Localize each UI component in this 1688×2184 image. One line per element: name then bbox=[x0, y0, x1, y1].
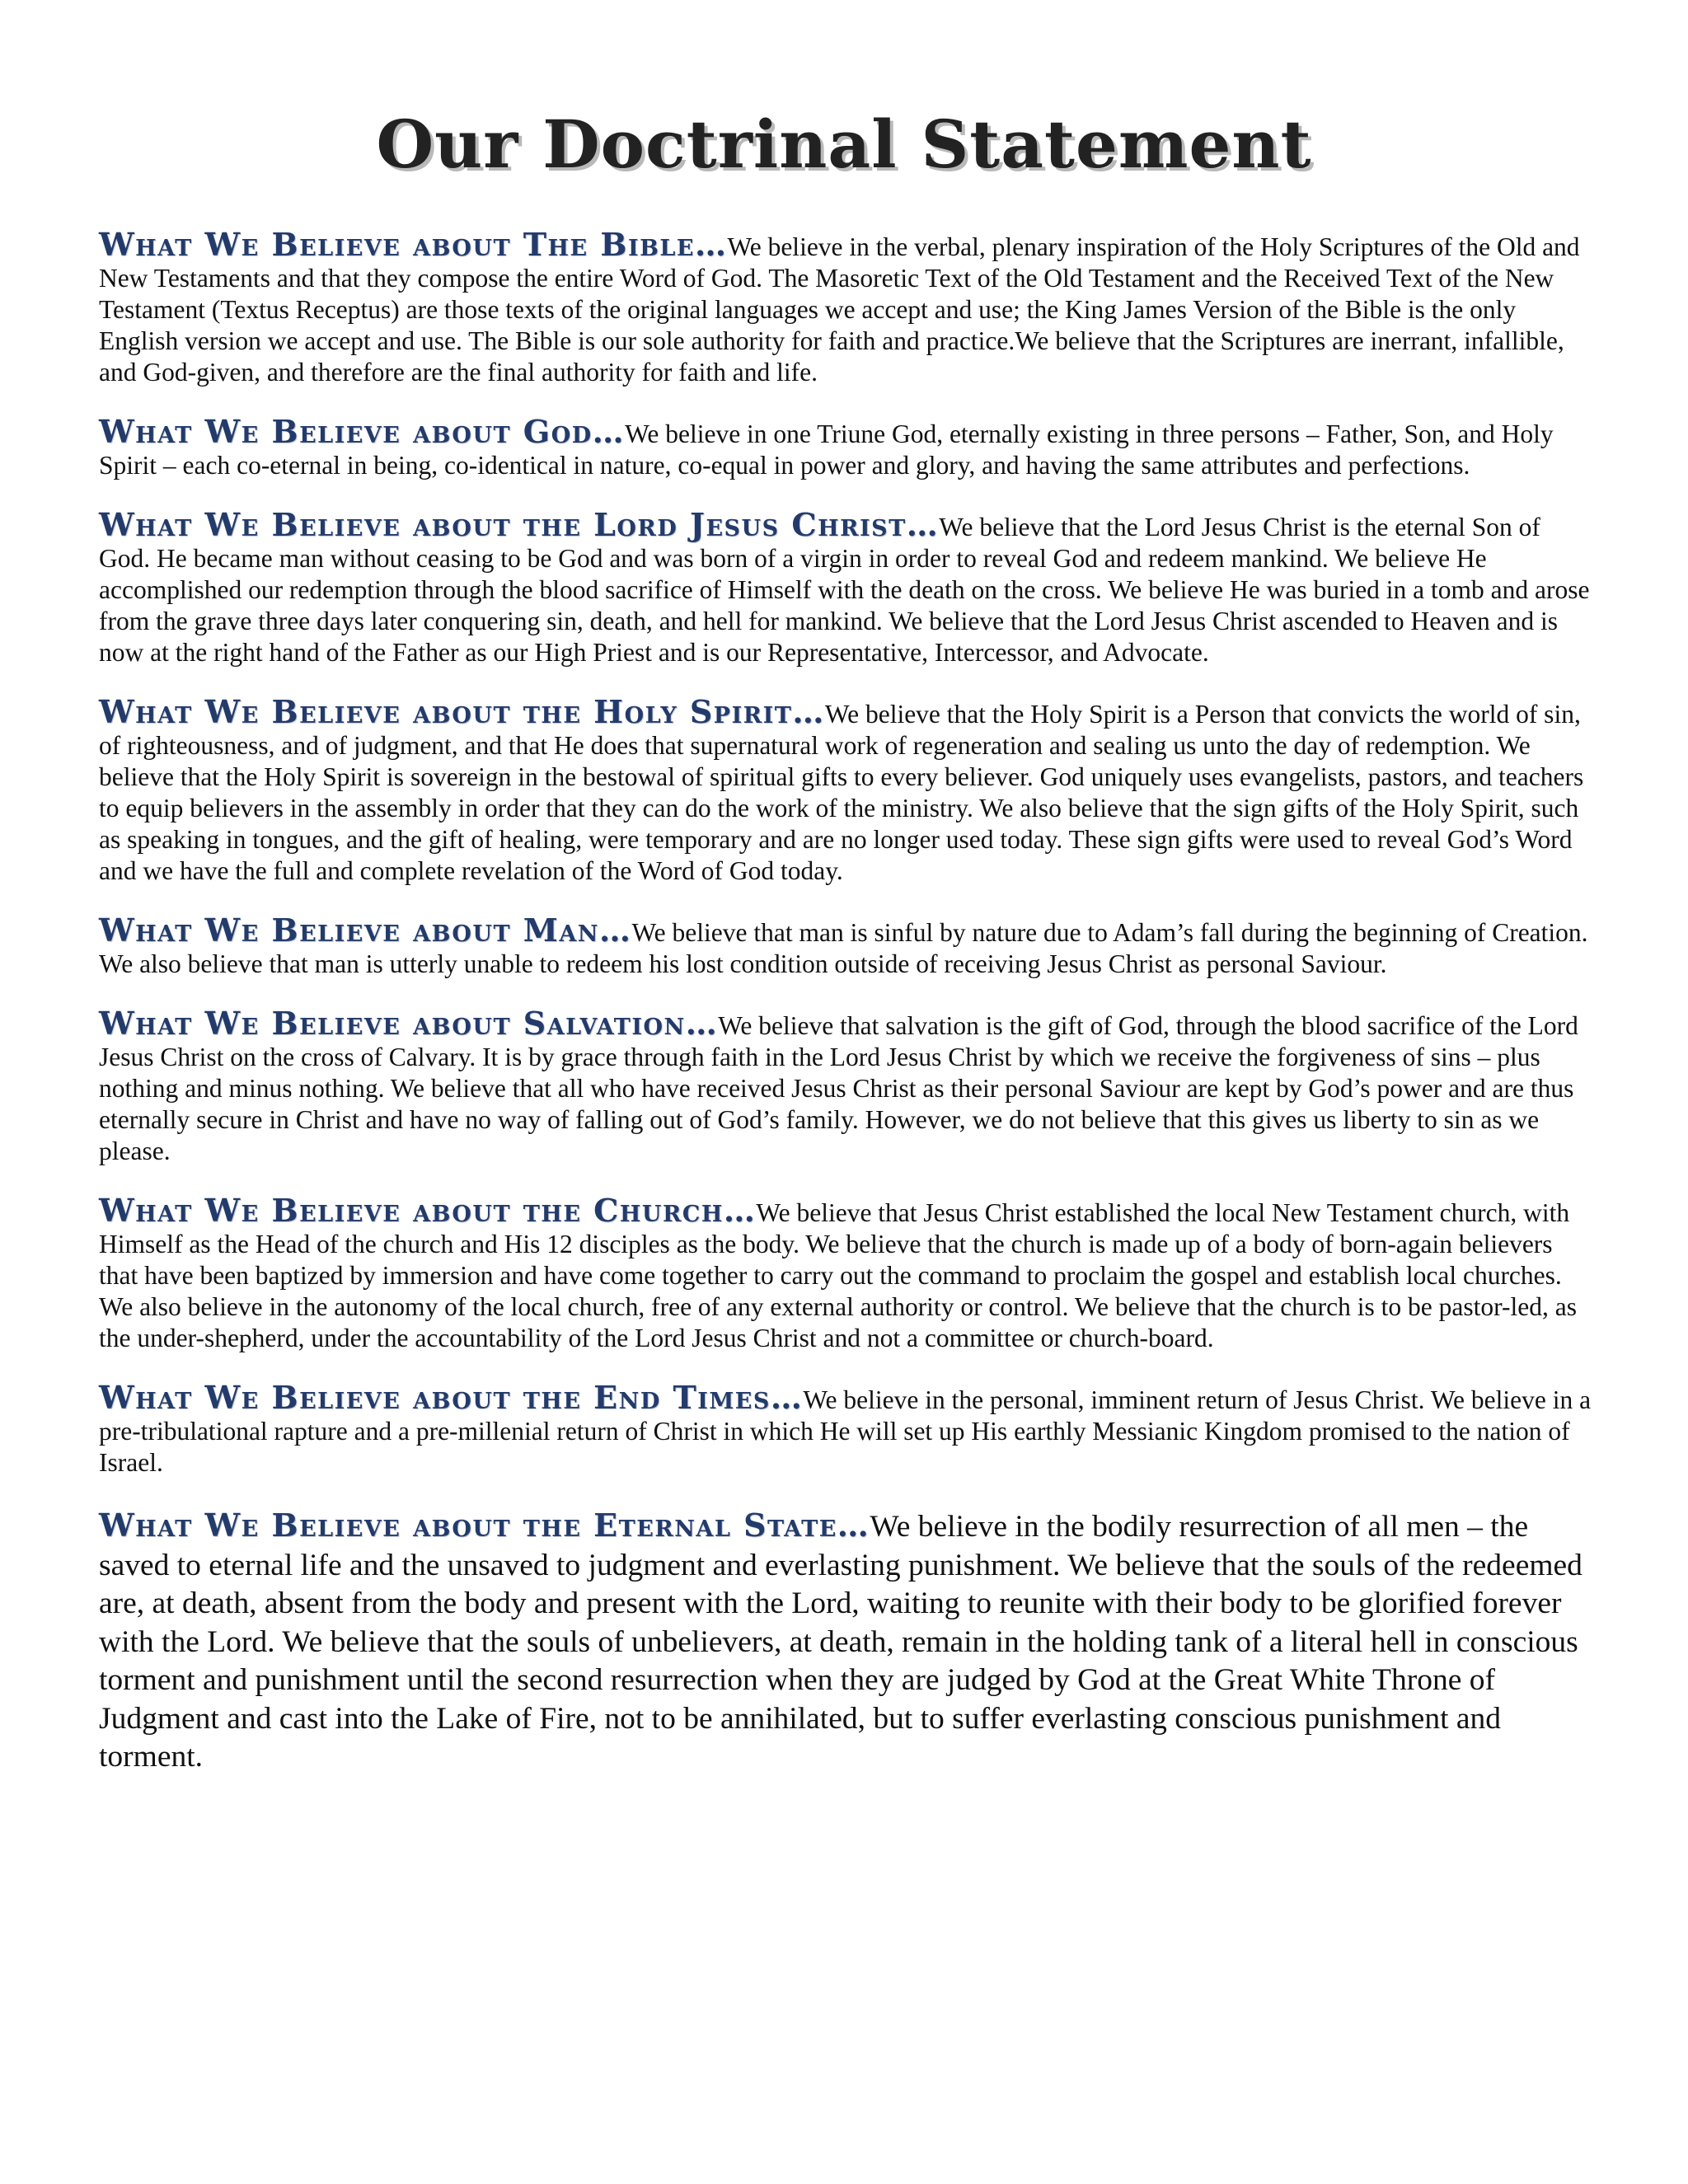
section-church bbox=[99, 1192, 1592, 1354]
section-bible bbox=[99, 226, 1592, 388]
section-salvation bbox=[99, 1005, 1592, 1167]
doctrinal-sections bbox=[99, 226, 1592, 1805]
section-man bbox=[99, 912, 1592, 980]
section-heading: What We Believe about Man… bbox=[99, 912, 632, 949]
section-heading: What We Believe about God… bbox=[99, 413, 626, 450]
section-text: We believe in the bodily resurrection of all men – the saved to eternal life and the unsaved to judgment and everlasting punishment. We believe that the souls of the redeemed are, at death, absent from the body and present with the Lord, waiting to reunite with their body to be glorified forever with the Lord. We believe that the souls of unbelievers, at death, remain in the holding tank of a literal hell in conscious torment and punishment until the second resurrection when they are judged by God at the Great White Throne of Judgment and cast into the Lake of Fire, not to be annihilated, but to suffer everlasting conscious punishment and torment. bbox=[99, 1510, 1582, 1774]
section-end-times bbox=[99, 1379, 1592, 1479]
section-jesus-christ bbox=[99, 506, 1592, 668]
section-heading: What We Believe about Salvation… bbox=[99, 1005, 719, 1042]
section-text: We believe that man is sinful by nature due to Adam’s fall during the beginning of Creation. We also believe that man is utterly unable to redeem his lost condition outside of receiving Jesus Christ as personal Saviour. bbox=[99, 918, 1588, 978]
section-text: We believe in one Triune God, eternally existing in three persons – Father, Son, and Holy Spirit – each co-eternal in being, co-identical in nature, co-equal in power and glory, and having the same attributes and perfections. bbox=[99, 419, 1554, 480]
section-heading: What We Believe about the Holy Spirit… bbox=[99, 693, 825, 730]
section-heading: What We Believe about the End Times… bbox=[99, 1379, 804, 1416]
page-title: Our Doctrinal Statement bbox=[376, 105, 1312, 183]
section-text: We believe that Jesus Christ established the local New Testament church, with Himself as the Head of the church and His 12 disciples as the body. We believe that the church is made up of a body of born-again believers that have been baptized by immersion and have come together to carry out the command to proclaim the gospel and establish local churches. We also believe in the autonomy of the local church, free of any external authority or control. We believe that the church is to be pastor-led, as the under-shepherd, under the accountability of the Lord Jesus Christ and not a committee or church-board. bbox=[99, 1198, 1577, 1352]
section-eternal-state bbox=[99, 1507, 1592, 1777]
section-text: We believe in the personal, imminent return of Jesus Christ. We believe in a pre-tribulational rapture and a pre-millenial return of Christ in which He will set up His earthly Messianic Kingdom promised to the nation of Israel. bbox=[99, 1385, 1592, 1477]
section-text: We believe that salvation is the gift of God, through the blood sacrifice of the Lord Jesus Christ on the cross of Calvary. It is by grace through faith in the Lord Jesus Christ by which we receive the forgiveness of sins – plus nothing and minus nothing. We believe that all who have received Jesus Christ as their personal Saviour are kept by God’s power and are thus eternally secure in Christ and have no way of falling out of God’s family. However, we do not believe that this gives us liberty to sin as we please. bbox=[99, 1011, 1578, 1165]
section-text: We believe that the Lord Jesus Christ is the eternal Son of God. He became man without ceasing to be God and was born of a virgin in order to reveal God and redeem mankind. We believe He accomplished our redemption through the blood sacrifice of Himself with the death on the cross. We believe He was buried in a tomb and arose from the grave three days later conquering sin, death, and hell for mankind. We believe that the Lord Jesus Christ ascended to Heaven and is now at the right hand of the Father as our High Priest and is our Representative, Intercessor, and Advocate. bbox=[99, 513, 1590, 667]
section-heading: What We Believe about the Lord Jesus Christ… bbox=[99, 506, 940, 543]
section-god bbox=[99, 413, 1592, 481]
section-text: We believe that the Holy Spirit is a Person that convicts the world of sin, of righteousness, and of judgment, and that He does that supernatural work of regeneration and sealing us unto the day of redemption. We believe that the Holy Spirit is sovereign in the bestowal of spiritual gifts to every believer. God uniquely uses evangelists, pastors, and teachers to equip believers in the assembly in order that they can do the work of the ministry. We also believe that the sign gifts of the Holy Spirit, such as speaking in tongues, and the gift of healing, were temporary and are no longer used today. These sign gifts were used to reveal God’s Word and we have the full and complete revelation of the Word of God today. bbox=[99, 700, 1584, 885]
section-heading: What We Believe about the Eternal State… bbox=[99, 1507, 870, 1544]
section-text: We believe in the verbal, plenary inspiration of the Holy Scriptures of the Old and New Testaments and that they compose the entire Word of God. The Masoretic Text of the Old Testament and the Received Text of the New Testament (Textus Receptus) are those texts of the original languages we accept and use; the King James Version of the Bible is the only English version we accept and use. The Bible is our sole authority for faith and practice.We believe that the Scriptures are inerrant, infallible, and God-given, and therefore are the final authority for faith and life. bbox=[99, 232, 1580, 387]
section-holy-spirit bbox=[99, 693, 1592, 887]
section-heading: What We Believe about The Bible… bbox=[99, 226, 728, 263]
section-heading: What We Believe about the Church… bbox=[99, 1192, 757, 1229]
